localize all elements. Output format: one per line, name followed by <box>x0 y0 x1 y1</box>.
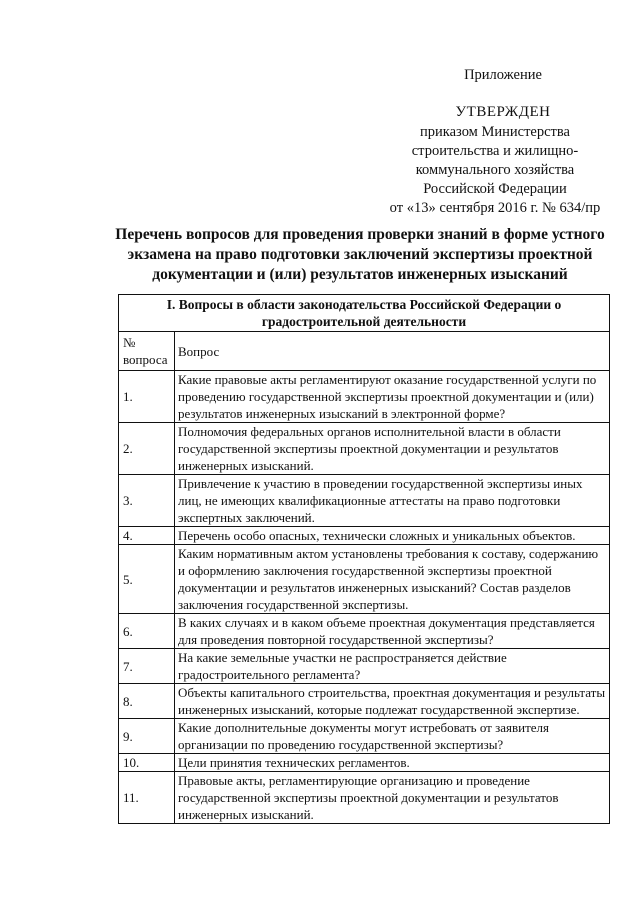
table-row <box>119 527 610 545</box>
approval-line: Российской Федерации <box>423 181 567 197</box>
question-text: На какие земельные участки не распространяется действие градостроительного регламента? <box>175 649 610 684</box>
question-num: 5. <box>119 545 175 614</box>
header-question: Вопрос <box>175 332 610 371</box>
approved-label: УТВЕРЖДЕН <box>455 104 551 120</box>
question-text: В каких случаях и в каком объеме проектная документация представляется для проведения повторной государственной экспертизы? <box>175 614 610 649</box>
table-row <box>119 754 610 772</box>
questions-table <box>118 294 610 824</box>
table-row <box>119 684 610 719</box>
question-text: Какие правовые акты регламентируют оказание государственной услуги по проведению государственной экспертизы проектной документации и (или) результатов инженерных изысканий в электронной форме? <box>175 371 610 423</box>
question-num: 11. <box>119 772 175 824</box>
approval-line: приказом Министерства <box>420 124 570 140</box>
appendix-label: Приложение <box>464 67 542 83</box>
question-num: 7. <box>119 649 175 684</box>
table-row <box>119 475 610 527</box>
document-title: Перечень вопросов для проведения проверки знаний в форме устного экзамена на право подготовки заключений экспертизы проектной документации и (или) результатов инженерных изысканий <box>115 226 605 283</box>
question-text: Перечень особо опасных, технически сложных и уникальных объектов. <box>175 527 610 545</box>
approval-line: строительства и жилищно- <box>411 143 579 159</box>
section-title: I. Вопросы в области законодательства Российской Федерации о градостроительной деятельности <box>119 295 610 332</box>
table-row <box>119 772 610 824</box>
question-text: Какие дополнительные документы могут истребовать от заявителя организации по проведению государственной экспертизы? <box>175 719 610 754</box>
header-num: № вопроса <box>119 332 175 371</box>
question-text: Цели принятия технических регламентов. <box>175 754 610 772</box>
header-row <box>119 332 610 371</box>
table-row <box>119 371 610 423</box>
question-text: Полномочия федеральных органов исполнительной власти в области государственной экспертизы проектной документации и результатов инженерных изысканий. <box>175 423 610 475</box>
table-row <box>119 545 610 614</box>
question-num: 3. <box>119 475 175 527</box>
approval-line: коммунального хозяйства <box>415 162 575 178</box>
approval-line-order: от «13» сентября 2016 г. № 634/пр <box>389 200 601 216</box>
question-num: 9. <box>119 719 175 754</box>
question-num: 2. <box>119 423 175 475</box>
question-text: Привлечение к участию в проведении государственной экспертизы иных лиц, не имеющих квалификационные аттестаты на право подготовки экспертных заключений. <box>175 475 610 527</box>
approval-block <box>385 66 605 218</box>
table-row <box>119 423 610 475</box>
question-num: 1. <box>119 371 175 423</box>
question-text: Объекты капитального строительства, проектная документация и результаты инженерных изысканий, которые подлежат государственной экспертизе. <box>175 684 610 719</box>
question-text: Каким нормативным актом установлены требования к составу, содержанию и оформлению заключения государственной экспертизы проектной документации и результатов инженерных изысканий? Состав разделов заключения государственной экспертизы. <box>175 545 610 614</box>
question-num: 4. <box>119 527 175 545</box>
table-row <box>119 719 610 754</box>
question-num: 6. <box>119 614 175 649</box>
question-text: Правовые акты, регламентирующие организацию и проведение государственной экспертизы проектной документации и результатов инженерных изысканий. <box>175 772 610 824</box>
question-num: 10. <box>119 754 175 772</box>
table-row <box>119 614 610 649</box>
table-row <box>119 649 610 684</box>
question-num: 8. <box>119 684 175 719</box>
section-row <box>119 295 610 332</box>
